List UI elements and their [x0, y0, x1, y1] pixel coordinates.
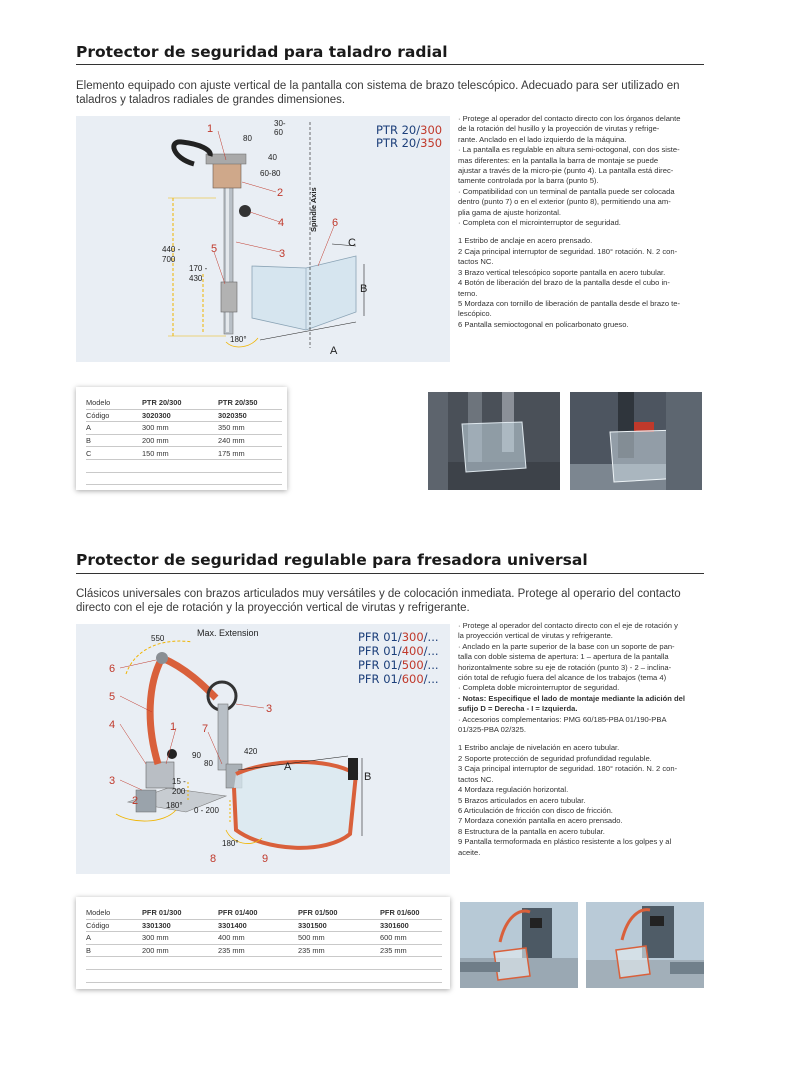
ptr-dim-440: 440 -: [162, 245, 181, 254]
ptr-spindle-label: Spindle Axis: [309, 187, 318, 232]
table-cell: 3020350: [218, 409, 282, 422]
part-line: 1 Estribo anclaje de nivelación en acero tubular.: [458, 743, 620, 753]
table-row: [86, 944, 442, 957]
pfr-dim-420: 420: [244, 747, 258, 756]
part-line: 2 Caja principal interruptor de seguridad. 180° rotación. N. 2 con-: [458, 246, 678, 256]
table-cell: 235 mm: [218, 944, 298, 957]
feature-line: · Completa con el microinterruptor de seguridad.: [458, 218, 621, 228]
feature-line: rante. Anclado en el lado izquierdo de la máquina.: [458, 134, 627, 144]
pfr-callout-3a: 3: [109, 775, 116, 787]
pfr-diagram-drawing: [76, 624, 450, 874]
part-line: 6 Articulación de fricción con disco de fricción.: [458, 805, 613, 815]
table-cell: 200 mm: [142, 434, 218, 447]
feature-line: · Accesorios complementarios: PMG 60/185-PBA 01/190-PBA: [458, 714, 667, 724]
pfr-max-extension: Max. Extension: [197, 628, 259, 638]
table-cell: PTR 20/300: [142, 397, 218, 409]
pfr-dim-0-200: 0 - 200: [194, 806, 219, 815]
feature-line: · Protege al operador del contacto directo con los órganos delante: [458, 114, 681, 123]
table-row: [86, 397, 282, 409]
part-line: 5 Brazos articulados en acero tubular.: [458, 795, 586, 805]
pfr-spec-table: [86, 907, 442, 983]
ptr-callout-1: 1: [207, 123, 214, 135]
pfr-model-600: PFR 01/600/...: [358, 672, 439, 686]
ptr-photo-drill-2: [570, 392, 702, 490]
table-cell: PTR 20/350: [218, 397, 282, 409]
pfr-callout-9: 9: [262, 853, 269, 865]
part-line: 9 Pantalla termoformada en plástico resistente a los golpes y al: [458, 837, 672, 847]
pfr-dim-90: 90: [192, 751, 201, 760]
table-cell: 3301300: [142, 919, 218, 932]
table-row: [86, 969, 442, 982]
table-cell: 300 mm: [142, 422, 218, 435]
pfr-model-300: PFR 01/300/...: [358, 630, 439, 644]
pfr-callout-3b: 3: [266, 703, 273, 715]
table-cell: PFR 01/400: [218, 907, 298, 919]
feature-line: · Protege al operador del contacto directo con el eje de rotación y: [458, 621, 678, 630]
table-cell: Modelo: [86, 397, 142, 409]
ptr-model-300: PTR 20/300: [376, 123, 443, 137]
table-cell: Modelo: [86, 907, 142, 919]
pfr-dim-180a: 180°: [166, 801, 183, 810]
ptr-dim-700: 700: [162, 255, 176, 264]
feature-line: · Compatibilidad con un terminal de pantalla puede ser colocada: [458, 186, 675, 196]
table-row: [86, 459, 282, 472]
pfr-callout-7: 7: [202, 723, 209, 735]
table-cell: C: [86, 447, 142, 460]
ptr-dim-170: 170 -: [189, 264, 208, 273]
ptr-callout-6: 6: [332, 217, 339, 229]
pfr-callout-5: 5: [109, 691, 116, 703]
table-cell: 3301400: [218, 919, 298, 932]
ptr-callout-3: 3: [279, 248, 286, 260]
table-cell: A: [86, 422, 142, 435]
section2-title: Protector de seguridad regulable para fresadora universal: [76, 551, 588, 569]
part-line: 1 Estribo de anclaje en acero prensado.: [458, 236, 593, 246]
feature-line: dentro (punto 7) o en el exterior (punto 8), permitiendo una am-: [458, 197, 671, 207]
section2-intro: Clásicos universales con brazos articulados muy versátiles y de colocación inmediata. Protege al operario del contacto directo con el eje de rotación y la proyección vertical de virutas y refrigerante.: [76, 588, 681, 614]
feature-line: la proyección vertical de virutas y refrigerante.: [458, 631, 613, 641]
ptr-spec-table-card: [76, 387, 287, 490]
table-cell: PFR 01/600: [380, 907, 442, 919]
ptr-photo-drill-2-drawing: [570, 392, 702, 490]
part-line: aceite.: [458, 847, 481, 857]
ptr-callout-4: 4: [278, 217, 285, 229]
part-line: 4 Mordaza regulación horizontal.: [458, 785, 569, 795]
table-cell: 150 mm: [142, 447, 218, 460]
part-line: 5 Mordaza con tornillo de liberación de pantalla desde el brazo te-: [458, 298, 681, 308]
ptr-spec-table: [86, 397, 282, 485]
pfr-model-400: PFR 01/400/...: [358, 644, 439, 658]
ptr-photo-drill-1: [428, 392, 560, 490]
pfr-callout-6: 6: [109, 663, 116, 675]
ptr-callout-5: 5: [211, 243, 218, 255]
feature-line-bold: · Notas: Especifique el lado de montaje mediante la adición del: [458, 693, 686, 703]
table-row: [86, 422, 282, 435]
ptr-model-350: PTR 20/350: [376, 136, 443, 150]
table-cell: 600 mm: [380, 932, 442, 945]
part-line: 3 Brazo vertical telescópico soporte pantalla en acero tubular.: [458, 267, 666, 277]
feature-line: de la rotación del husillo y la proyección de virutas y refrige-: [458, 124, 660, 134]
table-cell: PFR 01/500: [298, 907, 380, 919]
section1-features: [458, 114, 708, 330]
feature-line: horizontalmente sobre su eje de rotación (punto 3) - 2 – inclina-: [458, 662, 672, 672]
part-line: lescópico.: [458, 309, 492, 319]
table-cell: 240 mm: [218, 434, 282, 447]
section1-title: Protector de seguridad para taladro radial: [76, 43, 448, 61]
pfr-photo-mill-1: [460, 902, 578, 988]
part-line: 4 Botón de liberación del brazo de la pantalla desde el cubo in-: [458, 278, 670, 288]
feature-line: talla con doble sistema de apertura: 1 – apertura de la pantalla: [458, 652, 669, 662]
table-row: [86, 932, 442, 945]
table-cell: Código: [86, 919, 142, 932]
feature-line: · La pantalla es regulable en altura semi-octogonal, con dos siste-: [458, 145, 680, 155]
part-line: 8 Estructura de la pantalla en acero tubular.: [458, 826, 605, 836]
pfr-letter-b: B: [364, 771, 372, 783]
part-line: 2 Soporte protección de seguridad profundidad regulable.: [458, 753, 652, 763]
pfr-letter-a: A: [284, 761, 292, 773]
table-cell: 3020300: [142, 409, 218, 422]
pfr-callout-8: 8: [210, 853, 217, 865]
pfr-callout-4: 4: [109, 719, 116, 731]
table-cell: 235 mm: [298, 944, 380, 957]
part-line: 7 Mordaza conexión pantalla en acero prensado.: [458, 816, 623, 826]
table-cell: 235 mm: [380, 944, 442, 957]
feature-line: mas diferentes: en la pantalla la barra de montaje se puede: [458, 155, 659, 165]
table-row: [86, 957, 442, 970]
pfr-dim-15: 15 -: [172, 777, 186, 786]
table-cell: 300 mm: [142, 932, 218, 945]
table-cell: PFR 01/300: [142, 907, 218, 919]
ptr-diagram: [76, 116, 450, 362]
feature-line: · Completa doble microinterruptor de seguridad.: [458, 683, 620, 693]
pfr-callout-2: 2: [132, 795, 139, 807]
table-cell: 175 mm: [218, 447, 282, 460]
pfr-dim-200: 200: [172, 787, 186, 796]
table-row: [86, 447, 282, 460]
table-cell: 350 mm: [218, 422, 282, 435]
table-cell: 500 mm: [298, 932, 380, 945]
ptr-dim-430: 430: [189, 274, 203, 283]
table-cell: A: [86, 932, 142, 945]
pfr-model-500: PFR 01/500/...: [358, 658, 439, 672]
section2-features: [458, 621, 708, 858]
pfr-callout-1: 1: [170, 721, 177, 733]
pfr-photo-mill-2-drawing: [586, 902, 704, 988]
section1-rule: [76, 64, 704, 65]
part-line: terno.: [458, 288, 478, 298]
ptr-dim-30: 30-: [274, 119, 286, 128]
table-cell: B: [86, 944, 142, 957]
ptr-letter-c: C: [348, 237, 356, 249]
part-line: 3 Caja principal interruptor de seguridad. 180° rotación. N. 2 con-: [458, 764, 678, 774]
section1-intro: Elemento equipado con ajuste vertical de la pantalla con sistema de brazo telescópico. Adecuado para ser utilizado en taladros y taladros radiales de grandes dimensiones.: [76, 80, 680, 106]
feature-line: · Anclado en la parte superior de la base con un soporte de pan-: [458, 641, 675, 651]
feature-line: 01/325-PBA 02/325.: [458, 725, 526, 735]
table-cell: 200 mm: [142, 944, 218, 957]
pfr-photo-mill-1-drawing: [460, 902, 578, 988]
part-line: tactos NC.: [458, 257, 494, 267]
table-cell: 3301600: [380, 919, 442, 932]
ptr-diagram-drawing: [76, 116, 450, 362]
table-row: [86, 409, 282, 422]
ptr-dim-180: 180°: [230, 335, 247, 344]
table-row: [86, 919, 442, 932]
table-row: [86, 434, 282, 447]
feature-line: ajustar a través de la micro-pie (punto 4). La pantalla está direc-: [458, 166, 674, 176]
feature-line: ción total de refugio fuera del alcance de los trabajos (tema 4): [458, 673, 667, 683]
pfr-spec-table-card: [76, 897, 450, 989]
section2-rule: [76, 573, 704, 574]
ptr-letter-a: A: [330, 345, 338, 357]
feature-line-bold: sufijo D = Derecha - I = Izquierda.: [458, 704, 578, 714]
table-cell: 400 mm: [218, 932, 298, 945]
pfr-dim-180b: 180°: [222, 839, 239, 848]
pfr-diagram: [76, 624, 450, 874]
table-cell: 3301500: [298, 919, 380, 932]
ptr-dim-60: 60: [274, 128, 283, 137]
table-row: [86, 907, 442, 919]
ptr-dim-60-80: 60-80: [260, 169, 281, 178]
ptr-dim-40: 40: [268, 153, 277, 162]
pfr-dim-550: 550: [151, 634, 165, 643]
feature-line: tamente controlada por la barra (punto 5).: [458, 176, 599, 186]
part-line: 6 Pantalla semioctogonal en policarbonato grueso.: [458, 319, 629, 329]
pfr-photo-mill-2: [586, 902, 704, 988]
ptr-letter-b: B: [360, 283, 368, 295]
table-cell: B: [86, 434, 142, 447]
feature-line: plia gama de ajuste horizontal.: [458, 207, 562, 217]
ptr-dim-80: 80: [243, 134, 252, 143]
ptr-photo-drill-1-drawing: [428, 392, 560, 490]
table-cell: Código: [86, 409, 142, 422]
part-line: tactos NC.: [458, 774, 494, 784]
pfr-dim-80: 80: [204, 759, 213, 768]
table-row: [86, 472, 282, 485]
ptr-callout-2: 2: [277, 187, 284, 199]
